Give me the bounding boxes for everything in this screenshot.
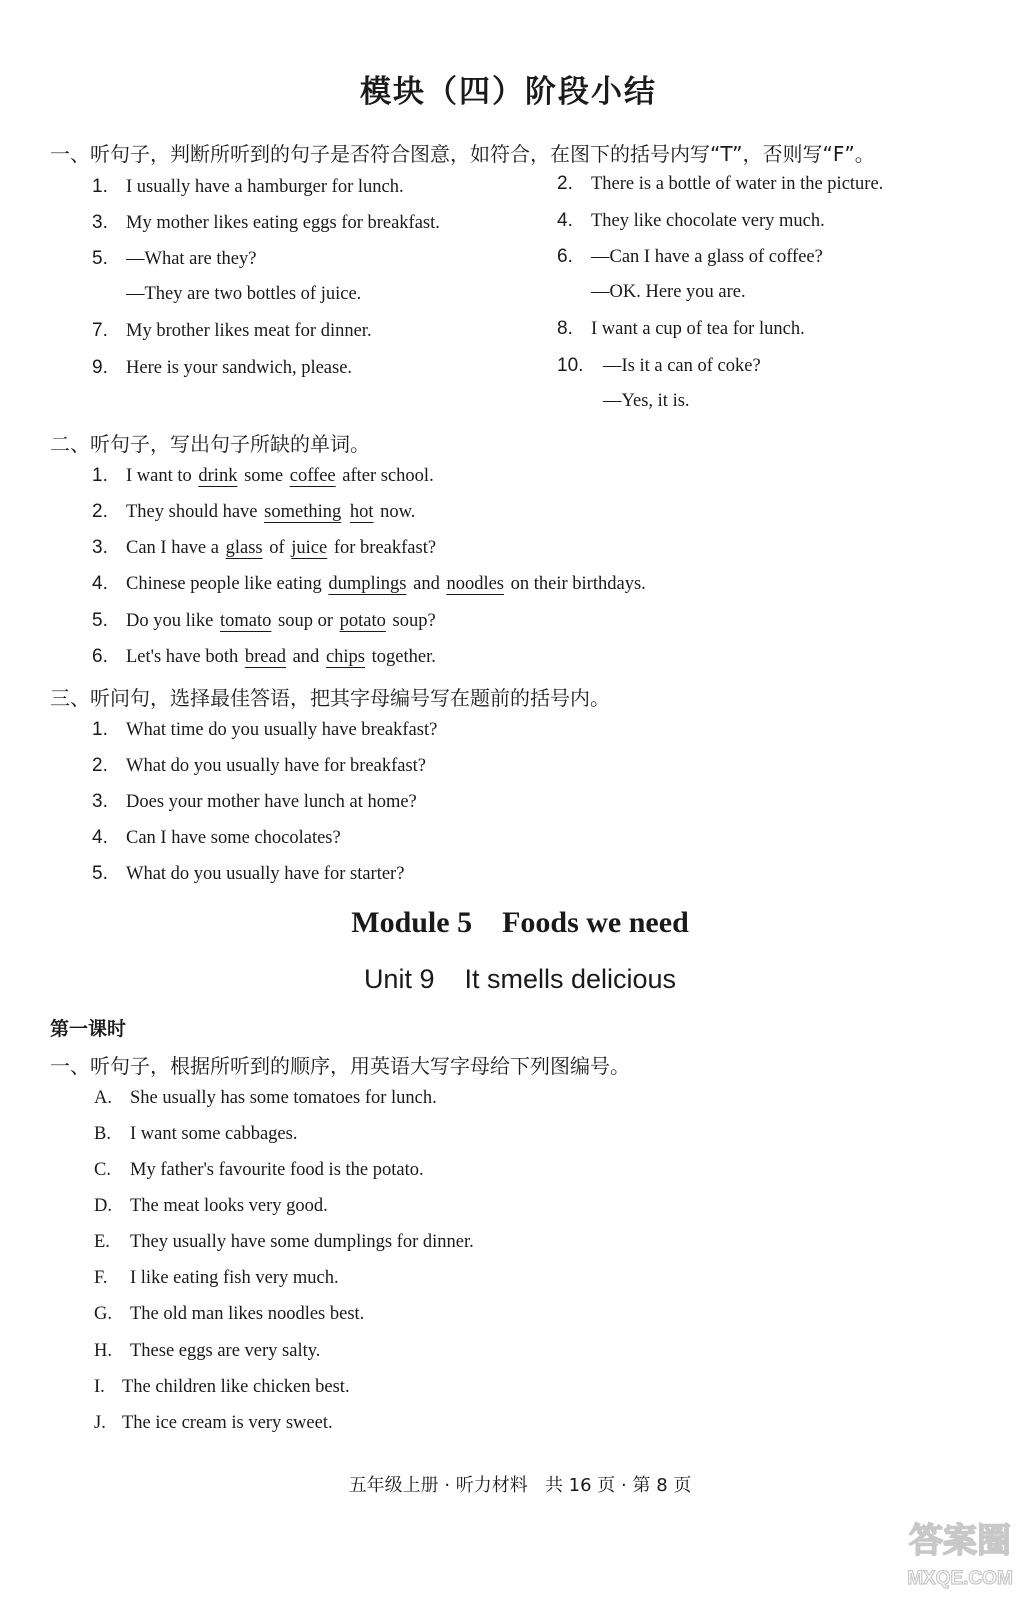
watermark-line2: MXQE.COM bbox=[907, 1568, 1013, 1589]
p3-item: 1. What time do you usually have breakfast? bbox=[92, 719, 438, 740]
part3-heading: 三、听问句，选择最佳答语，把其字母编号写在题前的括号内。 bbox=[50, 686, 610, 710]
p4-item: F. I like eating fish very much. bbox=[94, 1268, 339, 1288]
unit-title: Unit 9 It smells delicious bbox=[363, 964, 677, 994]
p3-item: 4. Can I have some chocolates? bbox=[92, 827, 341, 848]
p1-item-8: 8. I want a cup of tea for lunch. bbox=[557, 318, 805, 339]
page-footer: 五年级上册 · 听力材料 共 16 页 · 第 8 页 bbox=[348, 1475, 692, 1496]
p1-item-6: 6. —Can I have a glass of coffee? bbox=[557, 246, 823, 267]
module-title: Module 5 Foods we need bbox=[351, 906, 689, 939]
p2-item: 5. Do you like tomato soup or potato soup? bbox=[92, 610, 436, 631]
p1-item-5-answer: —They are two bottles of juice. bbox=[126, 284, 362, 304]
p1-item-1: 1. I usually have a hamburger for lunch. bbox=[92, 176, 404, 197]
p3-item: 5. What do you usually have for starter? bbox=[92, 863, 405, 884]
p4-item: B. I want some cabbages. bbox=[94, 1124, 298, 1144]
p3-item: 2. What do you usually have for breakfast? bbox=[92, 755, 427, 776]
p1-item-9: 9. Here is your sandwich, please. bbox=[92, 357, 353, 378]
p4-item: G. The old man likes noodles best. bbox=[94, 1304, 365, 1324]
part2-heading: 二、听句子，写出句子所缺的单词。 bbox=[50, 432, 370, 456]
page-title: 模块（四）阶段小结 bbox=[360, 74, 657, 110]
p2-item: 3. Can I have a glass of juice for breakfast? bbox=[92, 537, 437, 558]
watermark-logo bbox=[905, 1500, 1015, 1600]
p2-item: 2. They should have something hot now. bbox=[92, 501, 416, 522]
p1-item-10-answer: —Yes, it is. bbox=[603, 391, 690, 411]
part4-heading: 一、听句子，根据所听到的顺序，用英语大写字母给下列图编号。 bbox=[50, 1054, 630, 1078]
lesson-label: 第一课时 bbox=[50, 1018, 127, 1040]
p4-item: D. The meat looks very good. bbox=[94, 1196, 328, 1216]
p3-item: 3. Does your mother have lunch at home? bbox=[92, 791, 417, 812]
p2-item: 1. I want to drink some coffee after school. bbox=[92, 465, 434, 486]
p1-item-7: 7. My brother likes meat for dinner. bbox=[92, 320, 372, 341]
p4-item: E. They usually have some dumplings for dinner. bbox=[94, 1232, 474, 1252]
p1-item-3: 3. My mother likes eating eggs for breakfast. bbox=[92, 212, 440, 233]
p4-item: H. These eggs are very salty. bbox=[94, 1341, 321, 1361]
part1-heading: 一、听句子，判断所听到的句子是否符合图意，如符合，在图下的括号内写“T”，否则写“F”。 bbox=[50, 142, 875, 166]
p2-item: 4. Chinese people like eating dumplings and noodles on their birthdays. bbox=[92, 573, 646, 594]
p2-item: 6. Let's have both bread and chips together. bbox=[92, 646, 436, 667]
p4-item: C. My father's favourite food is the potato. bbox=[94, 1160, 424, 1180]
p1-item-6-answer: —OK. Here you are. bbox=[591, 282, 746, 302]
p1-item-4: 4. They like chocolate very much. bbox=[557, 210, 825, 231]
p4-item: I. The children like chicken best. bbox=[94, 1377, 350, 1397]
p4-item: A. She usually has some tomatoes for lunch. bbox=[94, 1088, 437, 1108]
p1-item-10: 10. —Is it a can of coke? bbox=[557, 355, 761, 376]
p4-item: J. The ice cream is very sweet. bbox=[94, 1413, 333, 1433]
watermark-line1: 答案圈 bbox=[909, 1521, 1011, 1561]
p1-item-5: 5. —What are they? bbox=[92, 248, 257, 269]
p1-item-2: 2. There is a bottle of water in the picture. bbox=[557, 173, 884, 194]
